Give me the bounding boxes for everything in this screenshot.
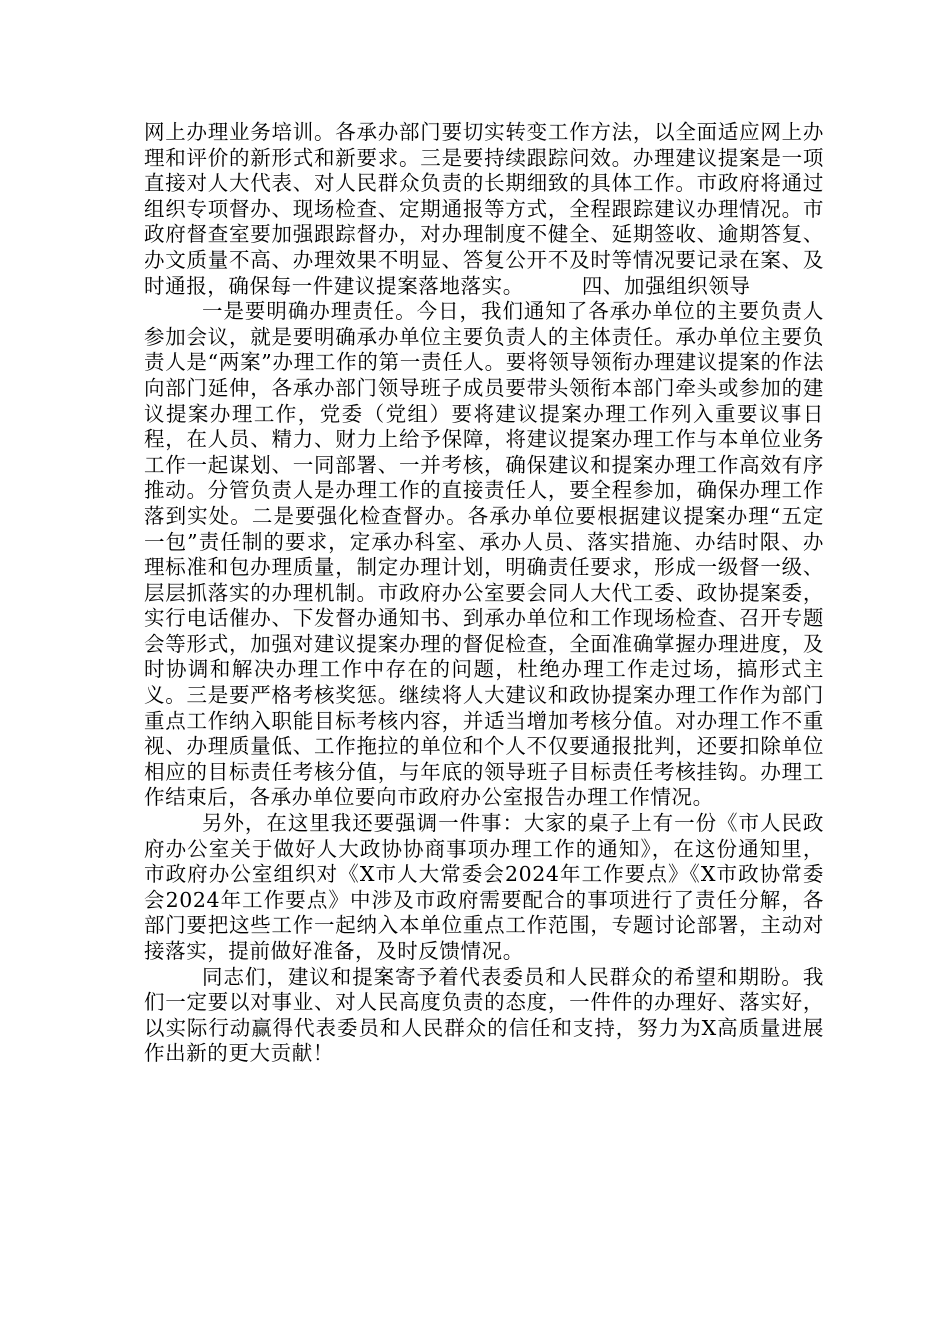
document-body bbox=[144, 120, 824, 1067]
paragraph-text: 网上办理业务培训。各承办部门要切实转变工作方法，以全面适应网上办理和评价的新形式和新要求。三是要持续跟踪问效。办理建议提案是一项直接对人大代表、对人民群众负责的长期细致的具体工作。市政府将通过组织专项督办、现场检查、定期通报等方式，全程跟踪建议办理情况。市政府督查室要加强跟踪督办，对办理制度不健全、延期签收、逾期答复、办文质量不高、办理效果不明显、答复公开不及时等情况要记录在案、及时通报，确保每一件建议提案落地落实。 bbox=[144, 120, 824, 298]
paragraph-closing: 同志们，建议和提案寄予着代表委员和人民群众的希望和期盼。我们一定要以对事业、对人民高度负责的态度，一件件的办理好、落实好，以实际行动赢得代表委员和人民群众的信任和支持，努力为X高质量进展作出新的更大贡献！ bbox=[144, 964, 824, 1066]
paragraph-additional-notice: 另外，在这里我还要强调一件事：大家的桌子上有一份《市人民政府办公室关于做好人大政协协商事项办理工作的通知》，在这份通知里，市政府办公室组织对《X市人大常委会2024年工作要点》《X市政协常委会2024年工作要点》中涉及市政府需要配合的事项进行了责任分解，各部门要把这些工作一起纳入本单位重点工作范围，专题讨论部署，主动对接落实，提前做好准备，及时反馈情况。 bbox=[144, 811, 824, 963]
paragraph-continuation bbox=[144, 120, 824, 299]
paragraph-responsibilities: 一是要明确办理责任。今日，我们通知了各承办单位的主要负责人参加会议，就是要明确承办单位主要负责人的主体责任。承办单位主要负责人是“两案”办理工作的第一责任人。要将领导领衔办理建议提案的作法向部门延伸，各承办部门领导班子成员要带头领衔本部门牵头或参加的建议提案办理工作，党委（党组）要将建议提案办理工作列入重要议事日程，在人员、精力、财力上给予保障，将建议提案办理工作与本单位业务工作一起谋划、一同部署、一并考核，确保建议和提案办理工作高效有序推动。分管负责人是办理工作的直接责任人，要全程参加，确保办理工作落到实处。二是要强化检查督办。各承办单位要根据建议提案办理“五定一包”责任制的要求，定承办科室、承办人员、落实措施、办结时限、办理标准和包办理质量，制定办理计划，明确责任要求，形成一级督一级、层层抓落实的办理机制。市政府办公室要会同人大代工委、政协提案委，实行电话催办、下发督办通知书、到承办单位和工作现场检查、召开专题会等形式，加强对建议提案办理的督促检查，全面准确掌握办理进度，及时协调和解决办理工作中存在的问题，杜绝办理工作走过场，搞形式主义。三是要严格考核奖惩。继续将人大建议和政协提案办理工作作为部门重点工作纳入职能目标考核内容，并适当增加考核分值。对办理工作不重视、办理质量低、工作拖拉的单位和个人不仅要通报批判，还要扣除单位相应的目标责任考核分值，与年底的领导班子目标责任考核挂钩。办理工作结束后，各承办单位要向市政府办公室报告办理工作情况。 bbox=[144, 299, 824, 810]
section-heading: 四、加强组织领导 bbox=[581, 273, 751, 298]
